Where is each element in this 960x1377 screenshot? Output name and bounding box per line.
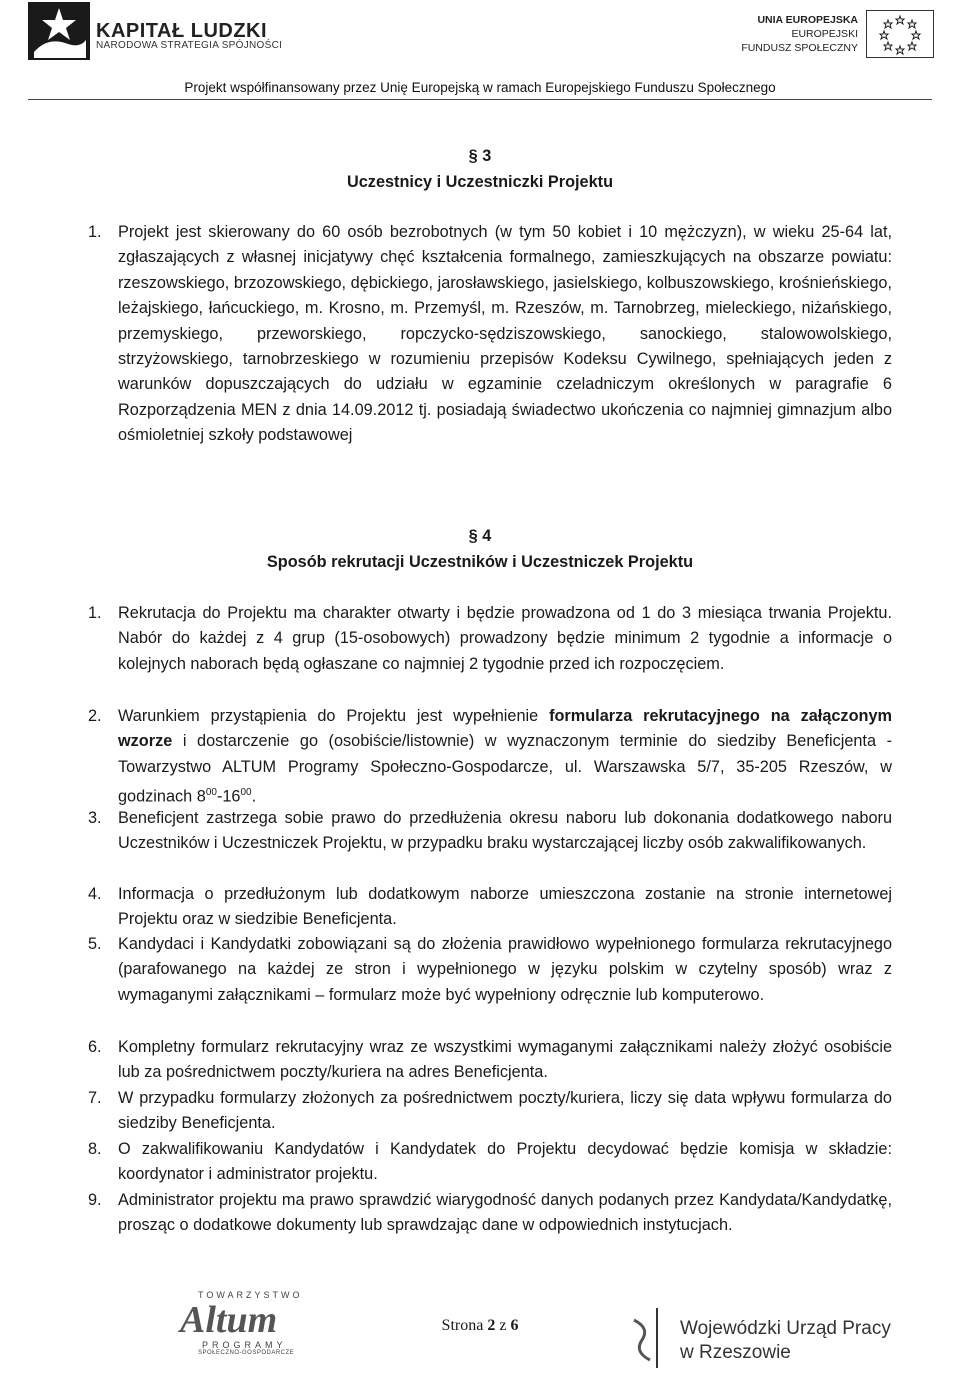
s4-item6-text: Kompletny formularz rekrutacyjny wraz ze wszystkimi wymaganymi załącznikami należy złożyć osobiście lub za pośrednictwem poczty/kuriera na adres Beneficjenta. <box>118 1038 892 1082</box>
section3-number: § 3 <box>468 147 492 165</box>
altum-sub2-label: SPOŁECZNO-GOSPODARCZE <box>198 1350 295 1356</box>
eu-label-line3: FUNDUSZ SPOŁECZNY <box>741 42 858 54</box>
kapital-ludzki-logo <box>28 2 90 60</box>
wup-name-line1: Wojewódzki Urząd Pracy <box>680 1318 891 1339</box>
page-total: 6 <box>510 1317 519 1334</box>
s4-item9-number: 9. <box>88 1191 102 1209</box>
s4-item5-text: Kandydaci i Kandydatki zobowiązani są do złożenia prawidłowo wypełnionego formularza rekrutacyjnego (parafowanego na każdej ze stron i wypełnionego w języku polskim w czytelny sposób) wraz z wymaganymi załącznikami – formularz może być wypełniony odręcznie lub komputerowo. <box>118 935 892 1004</box>
s4-item2-sup2: 00 <box>240 787 252 799</box>
s4-item2-part-b: i dostarczenie go (osobiście/listownie) w wyznaczonym terminie do siedziby Beneficjenta - Towarzystwo ALTUM Programy Społeczno-Gospodarcze, ul. Warszawska 5/7, 35-205 Rzeszów, w godzinach 8 <box>118 732 892 806</box>
s4-item8-text: O zakwalifikowaniu Kandydatów i Kandydatek do Projektu decydować będzie komisja w składzie: koordynator i administrator projektu. <box>118 1140 892 1184</box>
page-mid: z <box>495 1317 511 1334</box>
s4-item7-number: 7. <box>88 1089 102 1107</box>
s4-item8-number: 8. <box>88 1140 102 1158</box>
cofinancing-note: Projekt współfinansowany przez Unię Europejską w ramach Europejskiego Funduszu Społecznego <box>184 80 776 95</box>
s4-item9-text: Administrator projektu ma prawo sprawdzić wiarygodność danych podanych przez Kandydata/Kandydatkę, prosząc o dodatkowe dokumenty lub sprawdzając dane w odpowiednich instytucjach. <box>118 1191 892 1235</box>
page-prefix: Strona <box>441 1317 488 1334</box>
s4-item1-text: Rekrutacja do Projektu ma charakter otwarty i będzie prowadzona od 1 do 3 miesiąca trwania Projektu. Nabór do każdej z 4 grup (15-osobowych) prowadzony będzie minimum 2 tygodnie a informacje o kolejnych naborach będą ogłaszane co najmniej 2 tygodnie przed ich rozpoczęciem. <box>118 604 892 673</box>
s4-item3-number: 3. <box>88 809 102 827</box>
s4-item7-text: W przypadku formularzy złożonych za pośrednictwem poczty/kuriera, liczy się data wpływu formularza do siedziby Beneficjenta. <box>118 1089 892 1133</box>
altum-sub-label: PROGRAMY <box>202 1340 287 1350</box>
section4-title: Sposób rekrutacji Uczestników i Uczestniczek Projektu <box>266 553 694 571</box>
s4-item3-text: Beneficjent zastrzega sobie prawo do przedłużenia okresu naboru lub dokonania dodatkowego naboru Uczestników i Uczestniczek Projektu, w przypadku braku wystarczającej liczby osób zakwalifikowanych. <box>118 809 892 853</box>
s4-item2-part-a: Warunkiem przystąpienia do Projektu jest wypełnienie <box>118 707 550 725</box>
eu-label-line2: EUROPEJSKI <box>791 28 858 40</box>
s4-item2-sup1: 00 <box>205 787 217 799</box>
altum-name: Altum <box>180 1299 278 1341</box>
s4-item4-number: 4. <box>88 885 102 903</box>
s4-item5-number: 5. <box>88 935 102 953</box>
s4-item6-number: 6. <box>88 1038 102 1056</box>
s4-item4-text: Informacja o przedłużonym lub dodatkowym naborze umieszczona zostanie na stronie internetowej Projektu oraz w siedzibie Beneficjenta. <box>118 885 892 929</box>
s4-item2-number: 2. <box>88 707 102 725</box>
section4-number: § 4 <box>468 527 492 545</box>
s4-item2-text <box>118 704 892 810</box>
page-current: 2 <box>487 1317 496 1334</box>
s4-item2-bold: formularza rekrutacyjnego na załączonym wzorze <box>118 707 892 751</box>
kapital-ludzki-subtitle: NARODOWA STRATEGIA SPÓJNOŚCI <box>96 40 283 51</box>
s3-item1-text <box>118 220 892 449</box>
wup-name-line2: w Rzeszowie <box>680 1342 791 1363</box>
s3-item1-body: Projekt jest skierowany do 60 osób bezrobotnych (w tym 50 kobiet i 10 mężczyzn), w wieku 25-64 lat, zgłaszających z własnej inicjatywy chęć kształcenia formalnego, zamieszkujących na obszarze powiatu: rzeszowskiego, brzozowskiego, dębickiego, jarosławskiego, jasielskiego, kolbuszowskiego, krośnieńskiego, leżajskiego, łańcuckiego, m. Krosno, m. Przemyśl, m. Rzeszów, m. Tarnobrzeg, mieleckiego, niżańskiego, przemyskiego, przeworskiego, ropczycko-sędziszowskiego, sanockiego, stalowowolskiego, strzyżowskiego, tarnobrzeskiego w rozumieniu przepisów Kodeksu Cywilnego, spełniających jeden z warunków dopuszczających do udziału w egzaminie czeladniczym określonych w paragrafie 6 Rozporządzenia MEN z dnia 14.09.2012 tj. posiadają świadectwo ukończenia co najmniej gimnazjum albo ośmioletniej szkoły podstawowej <box>118 223 892 445</box>
section3-title: Uczestnicy i Uczestniczki Projektu <box>346 173 614 191</box>
s4-item2-dash: -16 <box>216 787 241 806</box>
s3-item1-number: 1. <box>88 223 102 241</box>
s4-item1-number: 1. <box>88 604 102 622</box>
wup-logo-icon <box>632 1318 652 1362</box>
wup-divider <box>656 1308 658 1368</box>
eu-label-line1: UNIA EUROPEJSKA <box>757 14 858 26</box>
altum-top-label: TOWARZYSTWO <box>198 1290 303 1300</box>
kapital-ludzki-title: KAPITAŁ LUDZKI <box>96 20 268 42</box>
header-divider <box>28 99 932 100</box>
s4-item2-end: . <box>251 787 257 806</box>
eu-flag-icon <box>866 10 934 58</box>
